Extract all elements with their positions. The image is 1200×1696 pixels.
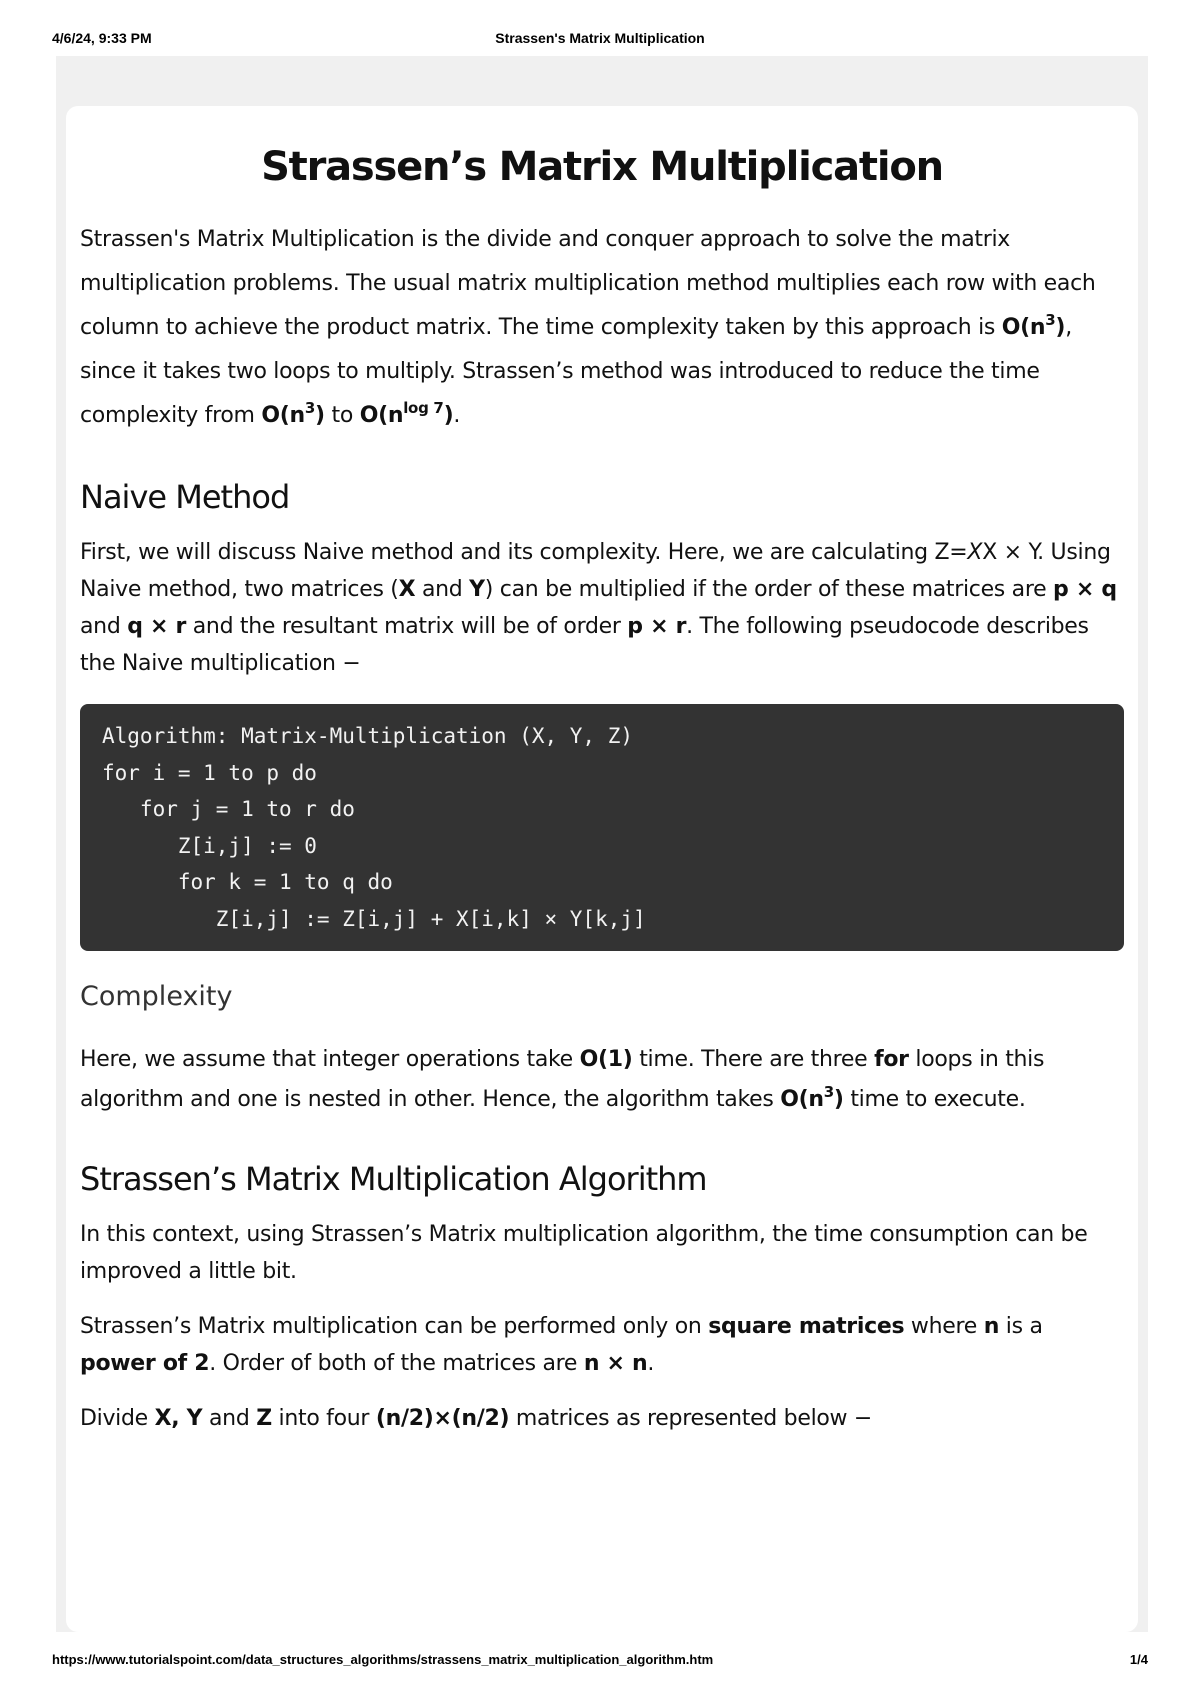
print-header <box>52 30 1148 50</box>
naive-paragraph: First, we will discuss Naive method and its complexity. Here, we are calculating Z=XX × Y. Using Naive method, two matrices (X and Y) can be multiplied if the order of these matrices are p × q and q × r and the resultant matrix will be of order p × r. The following pseudocode describes the Naive multiplication − <box>80 540 1117 676</box>
strassen-paragraph-2: Strassen’s Matrix multiplication can be performed only on square matrices where n is a power of 2. Order of both of the matrices are n × n. <box>80 1314 1043 1376</box>
text-run: . <box>453 403 461 428</box>
page-number: 1/4 <box>1129 1652 1148 1667</box>
heading-naive-method: Naive Method <box>80 478 290 516</box>
text-run: to <box>324 403 360 428</box>
strassen-paragraph-3: Divide X, Y and Z into four (n/2)×(n/2) matrices as represented below − <box>80 1406 873 1431</box>
code-line: for i = 1 to p do <box>102 760 317 785</box>
code-line: Algorithm: Matrix-Multiplication (X, Y, Z) <box>102 724 634 748</box>
math-expression: $O(n^3)$ <box>261 399 325 428</box>
page-title: Strassen’s Matrix Multiplication <box>261 144 943 190</box>
text-run: , since it takes two loops to multiply. Strassen’s method was introduced to reduce the time complexity from <box>80 315 1072 428</box>
math-expression: $O(n^{log 7})$ <box>359 399 454 428</box>
code-line: for j = 1 to r do <box>102 797 355 821</box>
code-line: for k = 1 to q do <box>102 870 393 894</box>
complexity-paragraph: Here, we assume that integer operations take O(1) time. There are three for loops in this algorithm and one is nested in other. Hence, the algorithm takes $O(n^3)$ time to execute. <box>80 1047 1045 1112</box>
text-run: Strassen's Matrix Multiplication is the divide and conquer approach to solve the matrix multiplication problems. The usual matrix multiplication method multiplies each row with each column to achieve the product matrix. The time complexity taken by this approach is <box>80 227 1096 340</box>
code-line: Z[i,j] := 0 <box>102 833 317 858</box>
print-date: 4/6/24, 9:33 PM <box>52 30 152 46</box>
print-url: https://www.tutorialspoint.com/data_structures_algorithms/strassens_matrix_multiplication_algorithm.htm <box>52 1652 714 1667</box>
article-card <box>66 106 1138 1632</box>
code-line: Z[i,j] := Z[i,j] + X[i,k] × Y[k,j] <box>102 906 646 931</box>
math-expression: $O(n^3)$ <box>1001 311 1066 340</box>
pseudocode-block <box>80 704 1124 951</box>
intro-paragraph <box>80 218 1124 438</box>
print-title: Strassen's Matrix Multiplication <box>495 30 705 46</box>
heading-strassen-algorithm: Strassen’s Matrix Multiplication Algorithm <box>80 1160 707 1198</box>
strassen-paragraph-1: In this context, using Strassen’s Matrix multiplication algorithm, the time consumption can be improved a little bit. <box>80 1222 1088 1284</box>
heading-complexity: Complexity <box>80 981 233 1012</box>
print-footer <box>52 1652 1148 1672</box>
